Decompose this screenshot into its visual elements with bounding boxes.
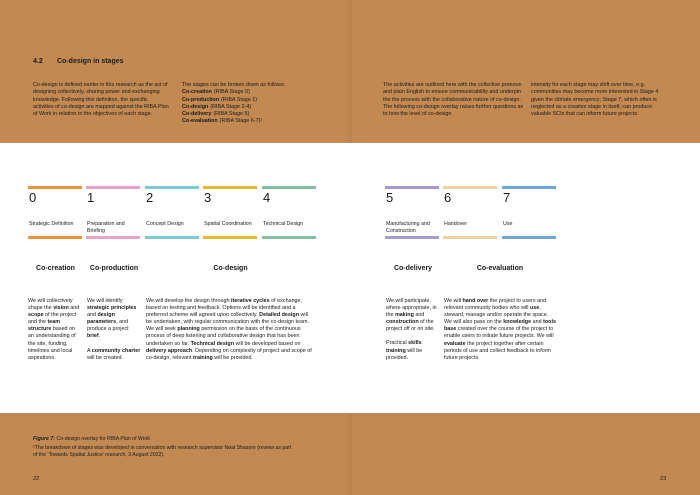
body-text: , steward, manage and/or operate the space. We will also pass on the [444, 305, 549, 326]
stage-term: Co-delivery [182, 111, 212, 118]
group-label-co-creation: Co-creation [36, 265, 75, 272]
stage-2-name: Concept Design [146, 221, 184, 227]
stage-2-bottom-bar [145, 236, 199, 239]
stage-3-bottom-bar [203, 236, 257, 239]
body-text: will be undertaken, with regular communication with the co-design team. We will seek [146, 312, 310, 333]
body-text: created over the course of the project to enable users to initiate future projects. We will [444, 326, 554, 340]
stage-detail: (RIBA Stage 1) [221, 96, 258, 103]
stage-term: Co-design [182, 103, 209, 110]
figure-text: Co-design overlay for RIBA Plan of Work [54, 436, 150, 442]
emphasis-text: construction [386, 319, 419, 326]
group-label-co-delivery: Co-delivery [393, 265, 433, 272]
stage-7-top-bar [502, 186, 556, 189]
stage-breakdown-item [182, 104, 332, 111]
figure-label: Figure 7: [33, 436, 55, 442]
co-design-text [146, 298, 312, 362]
emphasis-text: team structure [28, 319, 61, 333]
group-label-co-evaluation: Co-evaluation [476, 265, 524, 272]
stage-detail: (RIBA Stage 5) [213, 111, 250, 118]
co-delivery-text-1 [386, 298, 440, 333]
body-text: Practical [386, 340, 409, 347]
stage-term: Co-production [182, 96, 220, 103]
stage-0-number: 0 [29, 190, 37, 205]
stage-breakdown-item [182, 97, 332, 104]
description-co-evaluation [444, 298, 557, 369]
body-text: We will participate, where appropriate, in the [386, 298, 437, 319]
stage-6-top-bar [443, 186, 497, 189]
stage-7-bottom-bar [502, 236, 556, 239]
body-text: and [68, 305, 80, 312]
co-production-text-2 [87, 348, 141, 362]
figure-caption [33, 436, 293, 459]
section-number: 4.2 [33, 58, 43, 65]
body-text: . [98, 333, 101, 340]
intro-column-2 [182, 82, 332, 126]
body-text: based on an understanding of the site, funding, timelines and local aspirations. [28, 326, 76, 361]
emphasis-text: iterative cycles [231, 298, 270, 304]
co-creation-text [28, 298, 82, 362]
page-number-left: 22 [33, 476, 40, 482]
emphasis-text: planning [177, 326, 200, 333]
stage-5-name: Manufacturing and Construction [386, 221, 430, 234]
stage-1-name: Preparation and Briefing [87, 221, 125, 234]
body-text: We will collectively shape the [28, 298, 73, 312]
stage-4-name: Technical Design [263, 221, 304, 227]
stage-6-name: Handover [444, 221, 467, 227]
emphasis-text: hand over [462, 298, 489, 304]
emphasis-text: delivery approach [146, 347, 193, 354]
body-text: , and produce a project [87, 319, 129, 333]
emphasis-text: brief [87, 333, 99, 340]
description-co-production [87, 298, 141, 369]
body-text: the project together after certain periods of use and collect feedback to inform future projects. [444, 340, 551, 361]
stage-0-name: Strategic Definition [29, 221, 74, 227]
emphasis-text: community charter [91, 347, 141, 354]
stage-7-number: 7 [503, 190, 511, 205]
stage-detail: (RIBA Stage 0) [213, 89, 250, 96]
stage-6-number: 6 [444, 190, 452, 205]
body-text: and [87, 312, 98, 319]
body-text: and [413, 312, 425, 319]
group-label-co-production: Co-production [89, 265, 139, 272]
stage-term: Co-creation [182, 89, 212, 96]
stage-0-bottom-bar [28, 236, 82, 239]
emphasis-text: knowledge [503, 319, 532, 326]
body-text: We will develop the design through [146, 298, 232, 304]
body-text: . Depending on complexity of project and scope of co-design, relevant [146, 347, 312, 361]
stages-lead: The stages can be broken down as follows: [182, 82, 286, 88]
emphasis-text: making [395, 312, 414, 319]
stage-breakdown-item [182, 89, 332, 96]
stage-1-top-bar [86, 186, 140, 189]
emphasis-text: scope [28, 312, 44, 319]
stage-4-top-bar [262, 186, 316, 189]
description-co-creation [28, 298, 82, 369]
emphasis-text: design parameters [87, 312, 117, 326]
body-text: A [87, 347, 92, 354]
description-co-design [146, 298, 312, 369]
stage-0-top-bar [28, 186, 82, 189]
stage-5-bottom-bar [385, 236, 439, 239]
stage-breakdown-list [182, 89, 332, 125]
body-text: We will identify [87, 298, 123, 304]
body-text: We will [444, 298, 463, 304]
emphasis-text: Technical design [190, 340, 234, 347]
body-text: of exchange, based on testing and feedback. Options will be identified and a preferred scheme will agreed upon collectively. [146, 298, 303, 319]
stage-1-bottom-bar [86, 236, 140, 239]
intro-column-1: Co-design is defined earlier in this research as the act of designing collectively, sharing power and exchanging knowledge. Following this definition, the specific activities of co-design are mapped against the RIBA Plan of Work in relation to the objectives of each stage. [33, 82, 169, 118]
stage-4-number: 4 [263, 190, 271, 205]
body-text: of the project off or on site. [386, 319, 435, 333]
intro-column-4: intensity for each stage may shift over time, e.g. communities may become more interested in Stage 4 given the climate emergency; Stage 7, which often is neglected as a creative stage in itself, can produce valuable SCIs that can inform future projects. [531, 82, 659, 118]
stage-5-number: 5 [386, 190, 394, 205]
stage-term: Co-evaluation [182, 118, 218, 125]
stage-2-top-bar [145, 186, 199, 189]
body-text: of the project and the [28, 312, 77, 326]
emphasis-text: skills training [386, 340, 422, 354]
emphasis-text: evaluate [444, 340, 466, 347]
stage-3-name: Spatial Coordination [204, 221, 252, 227]
emphasis-text: training [193, 354, 213, 361]
emphasis-text: use [530, 305, 540, 312]
body-text: will be created. [87, 354, 123, 361]
stage-3-number: 3 [204, 190, 212, 205]
footnote: ¹The breakdown of stages was developed in conversation with research supervisor Neal Shasore (review as part of the ‘Towards Spatial Justice’ research, 3 August 2022). [33, 445, 292, 458]
emphasis-text: Detailed design [259, 312, 300, 319]
intro-column-3: The activities are outlined here with the collective pronoun and plain English to ensure communicability and underpin the the process with the collaborative nature of co-design. The following co-design overlay raises further questions as to how the level of co-design [383, 82, 524, 118]
emphasis-text: vision [53, 305, 69, 312]
emphasis-text: tools base [444, 319, 556, 333]
body-text: will be provided. [212, 354, 253, 361]
stage-5-top-bar [385, 186, 439, 189]
stage-3-top-bar [203, 186, 257, 189]
body-text: will be developed based on [234, 340, 301, 347]
page-number-right: 23 [660, 476, 667, 482]
body-text: and [531, 319, 544, 326]
emphasis-text: strategic principles [87, 305, 137, 312]
body-text: will be provided. [386, 347, 423, 361]
description-co-delivery [386, 298, 440, 369]
body-text: permission on the basis of the continuous process of deep listening and collaborative design that has been undertaken so far. [146, 326, 301, 347]
body-text: the project to users and relevant community bodies who will [444, 298, 547, 312]
stage-7-name: Use [503, 221, 513, 227]
stage-4-bottom-bar [262, 236, 316, 239]
stage-detail: (RIBA Stage 2-4) [210, 103, 252, 110]
stage-detail: (RIBA Stage 6-7)¹ [219, 118, 263, 125]
co-design-overlay-diagram [0, 143, 700, 413]
co-evaluation-text [444, 298, 557, 362]
section-title: Co-design in stages [57, 58, 124, 65]
group-label-co-design: Co-design [213, 265, 248, 272]
stage-breakdown-item [182, 111, 332, 118]
stage-breakdown-item [182, 118, 332, 125]
stage-2-number: 2 [146, 190, 154, 205]
co-delivery-text-2 [386, 340, 440, 361]
stage-6-bottom-bar [443, 236, 497, 239]
stage-1-number: 1 [87, 190, 95, 205]
co-production-text-1 [87, 298, 141, 341]
